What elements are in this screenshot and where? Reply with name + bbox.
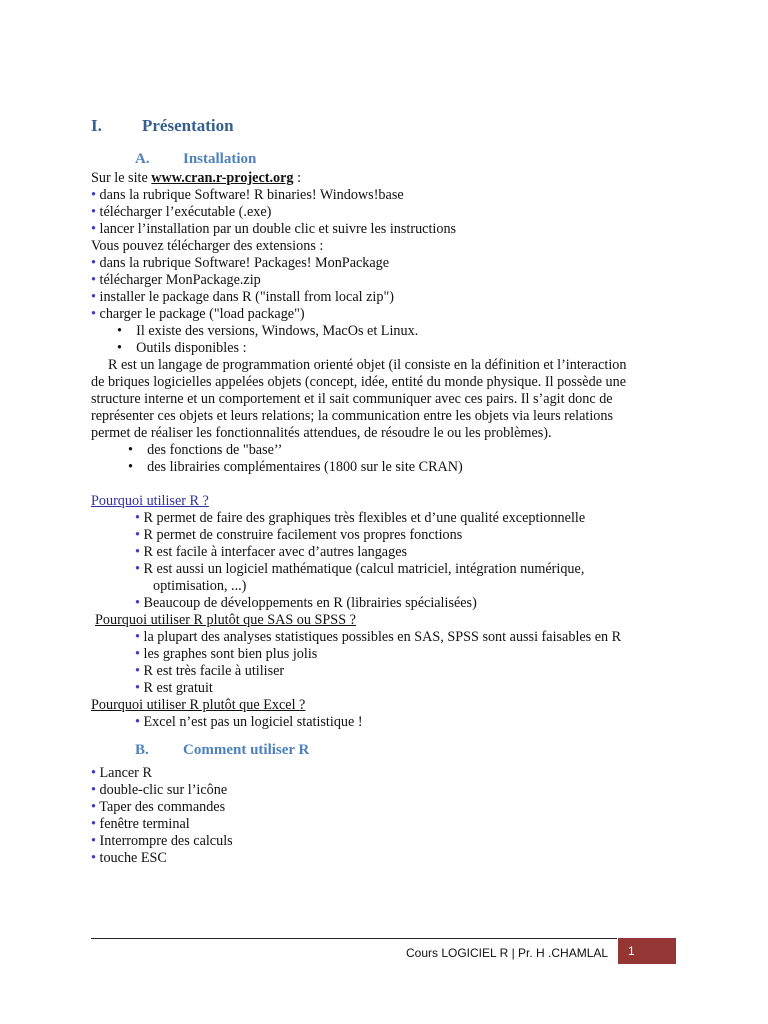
- footer-text: Cours LOGICIEL R | Pr. H .CHAMLAL: [406, 946, 609, 960]
- list-item: • fenêtre terminal: [91, 816, 190, 832]
- list-item: • Taper des commandes: [91, 799, 226, 815]
- list-item: • lancer l’installation par un double clic et suivre les instructions: [91, 221, 457, 237]
- sas-heading: Pourquoi utiliser R plutôt que SAS ou SPSS ?: [95, 612, 356, 628]
- bullet-icon: •: [128, 442, 133, 458]
- bullet-icon: •: [91, 187, 96, 203]
- bullet-icon: •: [91, 799, 96, 815]
- bullet-icon: •: [91, 816, 96, 832]
- cran-link[interactable]: www.cran.r-project.org: [151, 170, 294, 186]
- list-item: • Beaucoup de développements en R (librairies spécialisées): [135, 595, 477, 611]
- paragraph-line: de briques logicielles appelées objets (concept, idée, entité du monde physique. Il possède une: [91, 374, 627, 390]
- subsection-a-title: Installation: [183, 151, 257, 167]
- subsection-a-number: A.: [135, 151, 150, 167]
- bullet-icon: •: [128, 459, 133, 475]
- list-item: • R est facile à interfacer avec d’autres langages: [135, 544, 408, 560]
- list-item: • R est aussi un logiciel mathématique (calcul matriciel, intégration numérique,: [135, 561, 585, 577]
- bullet-icon: •: [91, 850, 96, 866]
- bullet-icon: •: [135, 510, 140, 526]
- list-item: • des fonctions de "base’’: [128, 442, 283, 458]
- list-item: • Excel n’est pas un logiciel statistique !: [135, 714, 363, 730]
- list-item: • R permet de construire facilement vos propres fonctions: [135, 527, 463, 543]
- site-prefix: Sur le site: [91, 170, 152, 186]
- list-item: • double-clic sur l’icône: [91, 782, 228, 798]
- section-title: Présentation: [142, 116, 234, 135]
- bullet-icon: •: [91, 255, 96, 271]
- paragraph-line: permet de réaliser les fonctionnalités attendues, de résoudre le ou les problèmes).: [91, 425, 552, 441]
- list-item: • dans la rubrique Software! Packages! MonPackage: [91, 255, 390, 271]
- paragraph-line: représenter ces objets et leurs relations; la communication entre les objets via leurs relations: [91, 408, 614, 424]
- section-number: I.: [91, 116, 102, 135]
- bullet-icon: •: [91, 765, 96, 781]
- bullet-icon: •: [135, 646, 140, 662]
- list-item: • Interrompre des calculs: [91, 833, 233, 849]
- bullet-icon: •: [135, 561, 140, 577]
- list-item: • Outils disponibles :: [117, 340, 247, 356]
- bullet-icon: •: [135, 714, 140, 730]
- list-item: • les graphes sont bien plus jolis: [135, 646, 318, 662]
- bullet-icon: •: [135, 544, 140, 560]
- bullet-icon: •: [91, 272, 96, 288]
- bullet-icon: •: [91, 782, 96, 798]
- site-suffix: :: [293, 170, 302, 186]
- bullet-icon: •: [135, 663, 140, 679]
- bullet-icon: •: [135, 629, 140, 645]
- subsection-b-title: Comment utiliser R: [183, 742, 310, 758]
- bullet-icon: •: [135, 595, 140, 611]
- bullet-icon: •: [91, 221, 96, 237]
- list-item: • Lancer R: [91, 765, 152, 781]
- footer-divider: [91, 938, 617, 939]
- paragraph-line: structure interne et un comportement et il sait communiquer avec ces pairs. Il s’agit donc de: [91, 391, 613, 407]
- list-item-continuation: optimisation, ...): [153, 578, 247, 594]
- bullet-icon: •: [117, 323, 122, 339]
- list-item: • Il existe des versions, Windows, MacOs et Linux.: [117, 323, 419, 339]
- list-item: • la plupart des analyses statistiques possibles en SAS, SPSS sont aussi faisables en R: [135, 629, 622, 645]
- why-heading: Pourquoi utiliser R ?: [91, 493, 209, 509]
- bullet-icon: •: [135, 527, 140, 543]
- list-item: • R est gratuit: [135, 680, 213, 696]
- site-line: [91, 170, 301, 187]
- list-item: • R permet de faire des graphiques très flexibles et d’une qualité exceptionnelle: [135, 510, 586, 526]
- bullet-icon: •: [135, 680, 140, 696]
- bullet-icon: •: [91, 306, 96, 322]
- list-item: • dans la rubrique Software! R binaries! Windows!base: [91, 187, 404, 203]
- subsection-b-number: B.: [135, 742, 149, 758]
- bullet-icon: •: [91, 833, 96, 849]
- list-item: • touche ESC: [91, 850, 167, 866]
- page-number-badge: [618, 938, 676, 964]
- bullet-icon: •: [91, 289, 96, 305]
- list-item: • télécharger l’exécutable (.exe): [91, 204, 272, 220]
- bullet-icon: •: [117, 340, 122, 356]
- extensions-intro: Vous pouvez télécharger des extensions :: [91, 238, 324, 254]
- excel-heading: Pourquoi utiliser R plutôt que Excel ?: [91, 697, 306, 713]
- page-number: 1: [628, 944, 635, 958]
- list-item: • des librairies complémentaires (1800 sur le site CRAN): [128, 459, 463, 475]
- list-item: • charger le package ("load package"): [91, 306, 305, 322]
- bullet-icon: •: [91, 204, 96, 220]
- list-item: • télécharger MonPackage.zip: [91, 272, 261, 288]
- list-item: • installer le package dans R ("install from local zip"): [91, 289, 394, 305]
- list-item: • R est très facile à utiliser: [135, 663, 285, 679]
- paragraph-line: R est un langage de programmation orienté objet (il consiste en la définition et l’interaction: [108, 357, 627, 373]
